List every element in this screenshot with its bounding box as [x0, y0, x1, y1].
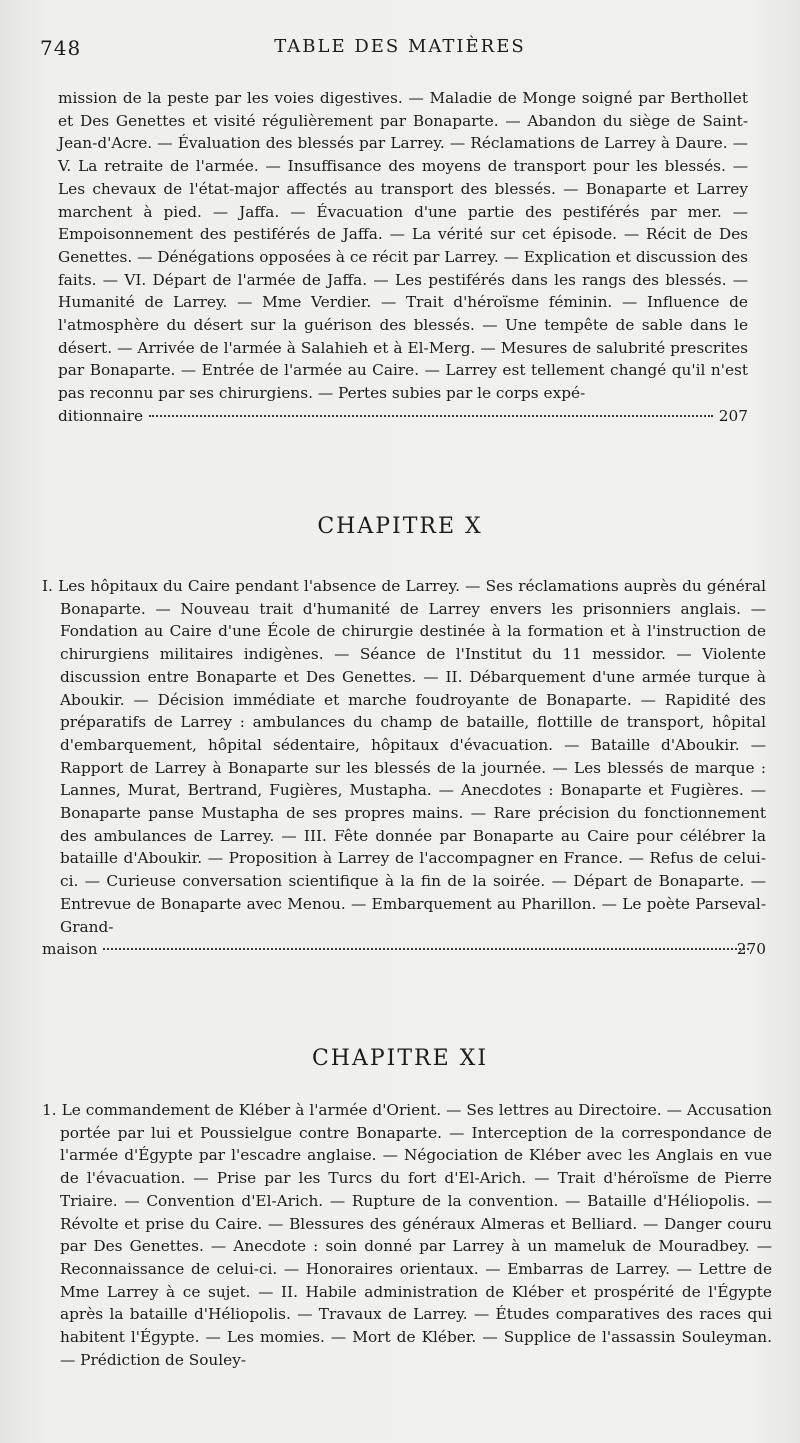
page-header	[40, 36, 760, 66]
chapter-x-last-line: maison	[42, 940, 98, 959]
summary-text: mission de la peste par les voies digestives. — Maladie de Monge soigné par Berthollet et Des Genettes et visité régulièrement par Bonaparte. — Abandon du siège de Saint-Jean-d'Acre. — Évaluation des blessés par Larrey. — Réclamations de Larrey à Daure. — V. La retraite de l'armée. — Insuffisance des moyens de transport pour les blessés. — Les chevaux de l'état-major affectés au transport des blessés. — Bonaparte et Larrey marchent à pied. — Jaffa. — Évacuation d'une partie des pestiférés par mer. — Empoisonnement des pestiférés de Jaffa. — La vérité sur cet épisode. — Récit de Des Genettes. — Dénégations opposées à ce récit par Larrey. — Explication et discussion des faits. — VI. Départ de l'armée de Jaffa. — Les pestiférés dans les rangs des blessés. — Humanité de Larrey. — Mme Verdier. — Trait d'héroïsme féminin. — Influence de l'atmosphère du désert sur la guérison des blessés. — Une tempête de sable dans le désert. — Arrivée de l'armée à Salahieh et à El-Merg. — Mesures de salubrité prescrites par Bonaparte. — Entrée de l'armée au Caire. — Larrey est tellement changé qu'il n'est pas reconnu par ses chirurgiens. — Pertes subies par le corps expé-	[58, 89, 748, 403]
chapter-x-summary	[42, 575, 766, 961]
toc-entry-leader	[42, 938, 766, 961]
page-reference: 207	[718, 406, 748, 425]
summary-last-line: ditionnaire	[58, 406, 144, 425]
chapter-xi-text: 1. Le commandement de Kléber à l'armée d'Orient. — Ses lettres au Directoire. — Accusation portée par lui et Poussielgue contre Bonaparte. — Interception de la correspondance de l'armée d'Égypte par l'escadre anglaise. — Négociation de Kléber avec les Anglais en vue de l'évacuation. — Prise par les Turcs du fort d'El-Arich. — Trait d'héroïsme de Pierre Triaire. — Convention d'El-Arich. — Rupture de la convention. — Bataille d'Héliopolis. — Révolte et prise du Caire. — Blessures des généraux Almeras et Belliard. — Danger couru par Des Genettes. — Anecdote : soin donné par Larrey à un mameluk de Mouradbey. — Reconnaissance de celui-ci. — Honoraires orientaux. — Embarras de Larrey. — Lettre de Mme Larrey à ce sujet. — II. Habile administration de Kléber et prospérité de l'Égypte après la bataille d'Héliopolis. — Travaux de Larrey. — Études comparatives des races qui habitent l'Égypte. — Les momies. — Mort de Kléber. — Supplice de l'assassin Souleyman. — Prédiction de Souley-	[42, 1101, 772, 1369]
dot-leader	[149, 415, 713, 417]
chapter-heading-xi: CHAPITRE XI	[311, 1046, 489, 1071]
dot-leader	[103, 948, 748, 950]
page-number: 748	[40, 36, 82, 60]
running-title: TABLE DES MATIÈRES	[274, 36, 526, 57]
chapter-heading-x: CHAPITRE X	[317, 514, 483, 539]
chapter-xi-summary	[42, 1099, 772, 1371]
page-reference: 270	[736, 940, 766, 959]
continued-section-summary	[58, 87, 748, 428]
chapter-x-text: I. Les hôpitaux du Caire pendant l'absence de Larrey. — Ses réclamations auprès du général Bonaparte. — Nouveau trait d'humanité de Larrey envers les prisonniers anglais. — Fondation au Caire d'une École de chirurgie destinée à la formation et à l'instruction de chirurgiens militaires indigènes. — Séance de l'Institut du 11 messidor. — Violente discussion entre Bonaparte et Des Genettes. — II. Débarquement d'une armée turque à Aboukir. — Décision immédiate et marche foudroyante de Bonaparte. — Rapidité des préparatifs de Larrey : ambulances du champ de bataille, flottille de transport, hôpital d'embarquement, hôpital sédentaire, hôpitaux d'évacuation. — Bataille d'Aboukir. — Rapport de Larrey à Bonaparte sur les blessés de la journée. — Les blessés de marque : Lannes, Murat, Bertrand, Fugières, Mustapha. — Anecdotes : Bonaparte et Fugières. — Bonaparte panse Mustapha de ses propres mains. — Rare précision du fonctionnement des ambulances de Larrey. — III. Fête donnée par Bonaparte au Caire pour célébrer la bataille d'Aboukir. — Proposition à Larrey de l'accompagner en France. — Refus de celui-ci. — Curieuse conversation scientifique à la fin de la soirée. — Départ de Bonaparte. — Entrevue de Bonaparte avec Menou. — Embarquement au Pharillon. — Le poète Parseval-Grand-	[42, 577, 766, 936]
toc-entry-leader	[58, 405, 748, 428]
